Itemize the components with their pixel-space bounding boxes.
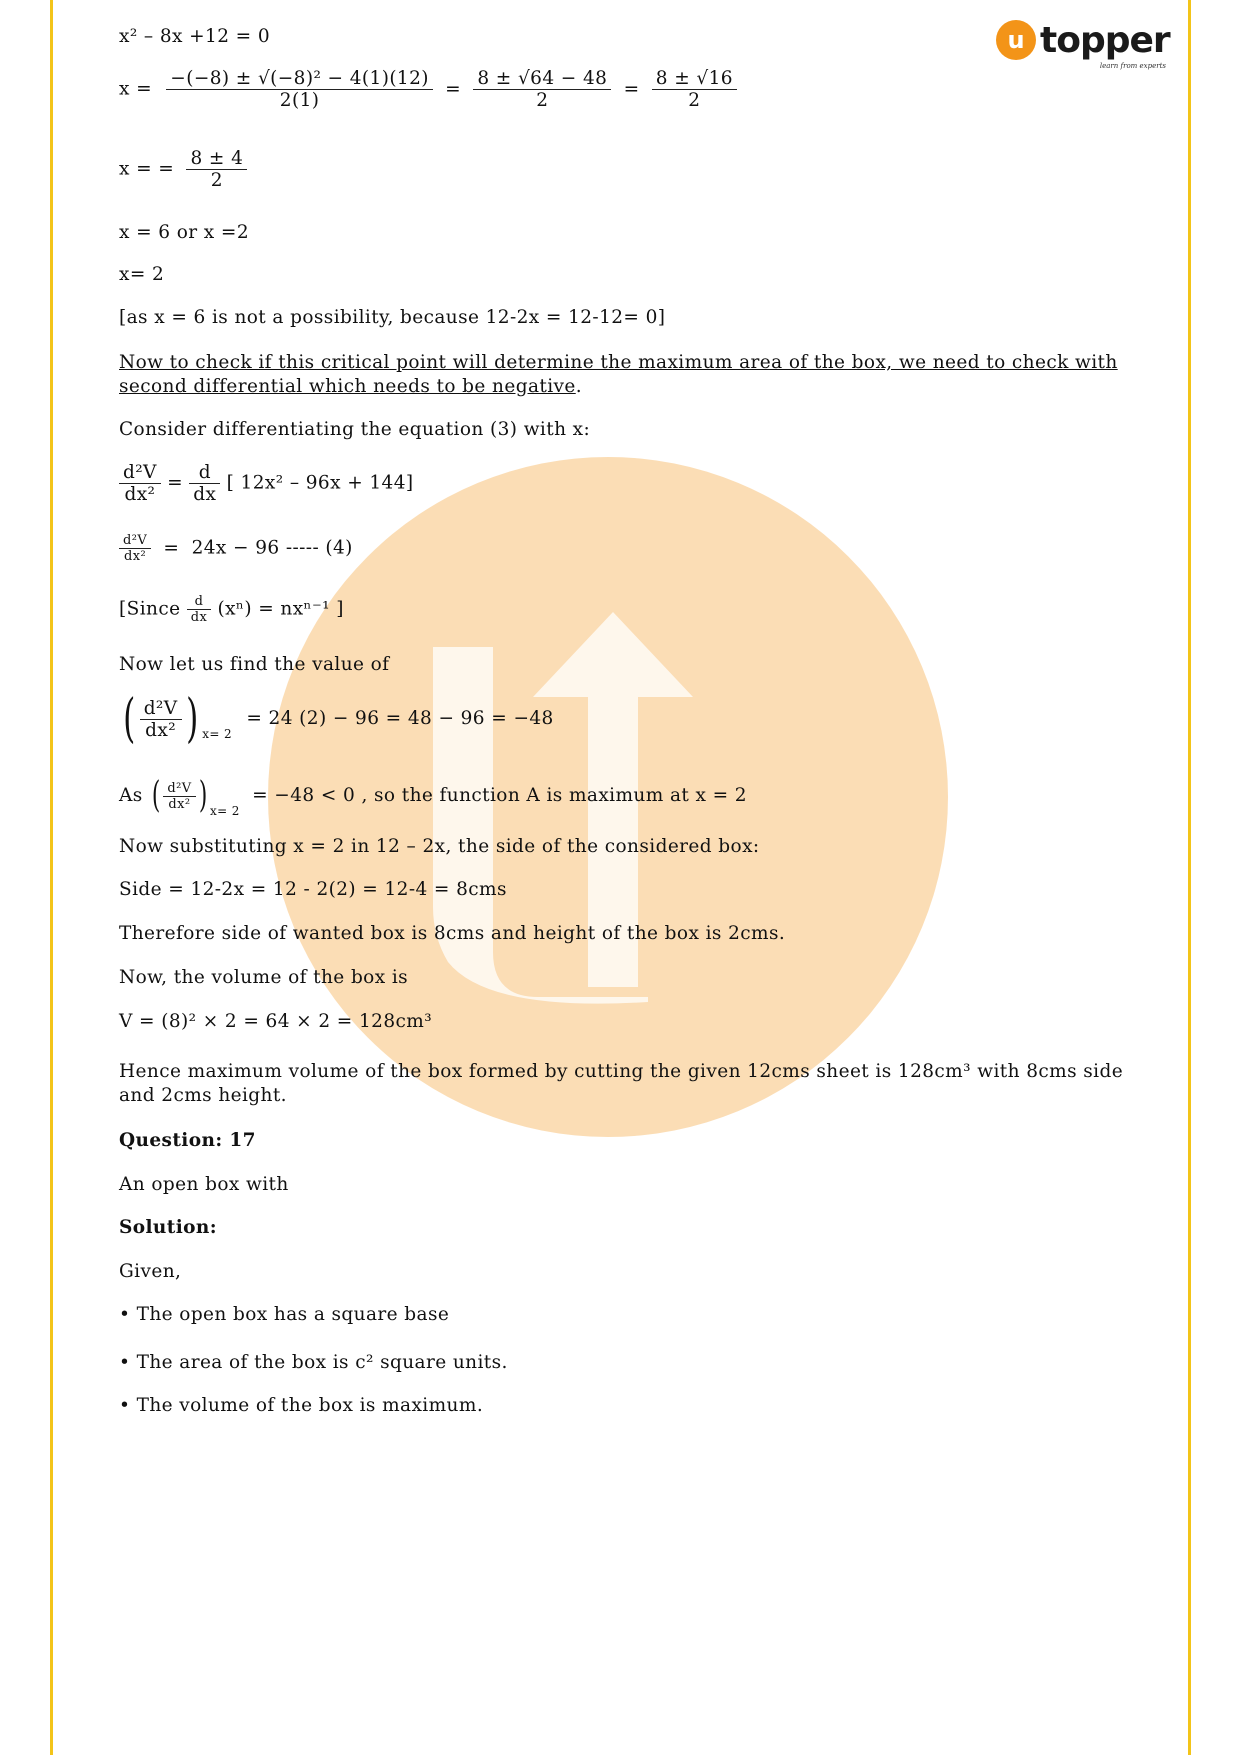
- question-heading: Question: 17: [119, 1130, 256, 1151]
- second-deriv-value: 24x − 96 ----- (4): [191, 537, 353, 559]
- left-paren: (: [123, 689, 136, 749]
- dx2-small: dx²: [124, 549, 147, 564]
- d2v-dx2-small: [119, 533, 151, 564]
- question-text: An open box with: [119, 1174, 289, 1195]
- qf-equals-2: =: [623, 78, 640, 100]
- therefore-line: Therefore side of wanted box is 8cms and height of the box is 2cms.: [119, 923, 786, 944]
- as-word: As: [119, 785, 143, 806]
- max-subscript: x= 2: [209, 804, 240, 818]
- power-rule-d: d: [187, 594, 211, 610]
- right-paren: ): [185, 689, 199, 749]
- pm-numerator: 8 ± 4: [186, 148, 247, 170]
- eval-fraction: [140, 698, 182, 741]
- substitution-line: Now substituting x = 2 in 12 – 2x, the side of the considered box:: [119, 836, 760, 857]
- logo-text: topper: [1040, 20, 1170, 61]
- second-derivative: [119, 533, 353, 564]
- qf-fraction-3: [652, 68, 737, 111]
- max-statement: = −48 < 0 , so the function A is maximum at x = 2: [252, 785, 747, 806]
- d2v-dx2-fraction: [119, 462, 161, 505]
- logo-tagline: learn from experts: [1099, 62, 1166, 70]
- x-roots: x = 6 or x =2: [119, 222, 249, 243]
- pm-result: [119, 148, 247, 191]
- qf-equals-1: =: [445, 78, 462, 100]
- quadratic-formula: [119, 68, 737, 111]
- evaluated-second-derivative: [119, 689, 554, 749]
- deriv-bracket: [ 12x² – 96x + 144]: [226, 472, 414, 494]
- max-d2v: d²V: [163, 781, 195, 797]
- power-rule-dx: dx: [190, 610, 208, 625]
- eval-dx2: dx²: [145, 719, 177, 741]
- d2v-label: d²V: [119, 462, 161, 484]
- d-label: d: [189, 462, 220, 484]
- side-calculation: Side = 12-2x = 12 - 2(2) = 12-4 = 8cms: [119, 879, 507, 900]
- d-dx-fraction: [189, 462, 220, 505]
- given-bullet-2: • The area of the box is c² square units.: [119, 1352, 508, 1373]
- eval-subscript: x= 2: [202, 727, 233, 741]
- qf-denominator-1: 2(1): [279, 90, 320, 111]
- consider-line: Consider differentiating the equation (3) with x:: [119, 419, 591, 440]
- volume-intro: Now, the volume of the box is: [119, 967, 409, 988]
- right-paren-small: ): [198, 775, 208, 816]
- hence-conclusion: Hence maximum volume of the box formed by cutting the given 12cms sheet is 128cm³ with 8cms side and 2cms height.: [119, 1061, 1124, 1106]
- given-bullet-3: • The volume of the box is maximum.: [119, 1395, 484, 1416]
- power-rule-d-dx: [187, 594, 211, 625]
- second-deriv-equals: =: [163, 537, 180, 559]
- quadratic-equation: x² – 8x +12 = 0: [119, 26, 271, 47]
- check-note-text: Now to check if this critical point will determine the maximum area of the box, we need to check with second differential which needs to be negative: [119, 352, 1118, 397]
- max-dx2: dx²: [168, 796, 191, 812]
- eval-d2v: d²V: [140, 698, 182, 720]
- check-note: [119, 351, 1129, 399]
- d2v-small: d²V: [119, 533, 151, 549]
- deriv-equals: =: [167, 472, 184, 494]
- qf-fraction-2: [473, 68, 611, 111]
- maximum-condition: [119, 775, 747, 818]
- derivative-expression: [119, 462, 414, 505]
- logo-letter: u: [1007, 26, 1025, 54]
- qf-numerator-3: 8 ± √16: [652, 68, 737, 90]
- topper-logo: [996, 16, 1171, 72]
- not-possible-note: [as x = 6 is not a possibility, because 12-2x = 12-12= 0]: [119, 307, 666, 328]
- eval-calculation: = 24 (2) − 96 = 48 − 96 = −48: [246, 708, 554, 729]
- find-value-line: Now let us find the value of: [119, 654, 390, 675]
- pm-denominator: 2: [210, 170, 223, 191]
- pm-fraction: [186, 148, 247, 191]
- dx-label: dx: [193, 484, 217, 505]
- max-fraction: [163, 781, 195, 812]
- x-double-equals: x = =: [119, 158, 175, 180]
- volume-calculation: V = (8)² × 2 = 64 × 2 = 128cm³: [119, 1011, 433, 1032]
- qf-fraction-1: [166, 68, 433, 111]
- qf-denominator-3: 2: [688, 90, 701, 111]
- page-border-right: [1188, 0, 1191, 1755]
- since-open: [Since: [119, 598, 181, 620]
- power-rule-text: (xⁿ) = nxⁿ⁻¹ ]: [217, 598, 344, 620]
- qf-numerator-1: −(−8) ± √(−8)² − 4(1)(12): [166, 68, 433, 90]
- x-equals-two: x= 2: [119, 264, 165, 285]
- check-note-period: .: [575, 376, 583, 397]
- solution-heading: Solution:: [119, 1217, 217, 1238]
- given-bullet-1: • The open box has a square base: [119, 1304, 450, 1325]
- qf-denominator-2: 2: [536, 90, 549, 111]
- qf-prefix: x =: [119, 78, 153, 100]
- given-label: Given,: [119, 1261, 182, 1282]
- page-border-left: [50, 0, 53, 1755]
- power-rule: [119, 594, 344, 625]
- qf-numerator-2: 8 ± √64 − 48: [473, 68, 611, 90]
- left-paren-small: (: [151, 775, 161, 816]
- dx2-label: dx²: [124, 484, 156, 505]
